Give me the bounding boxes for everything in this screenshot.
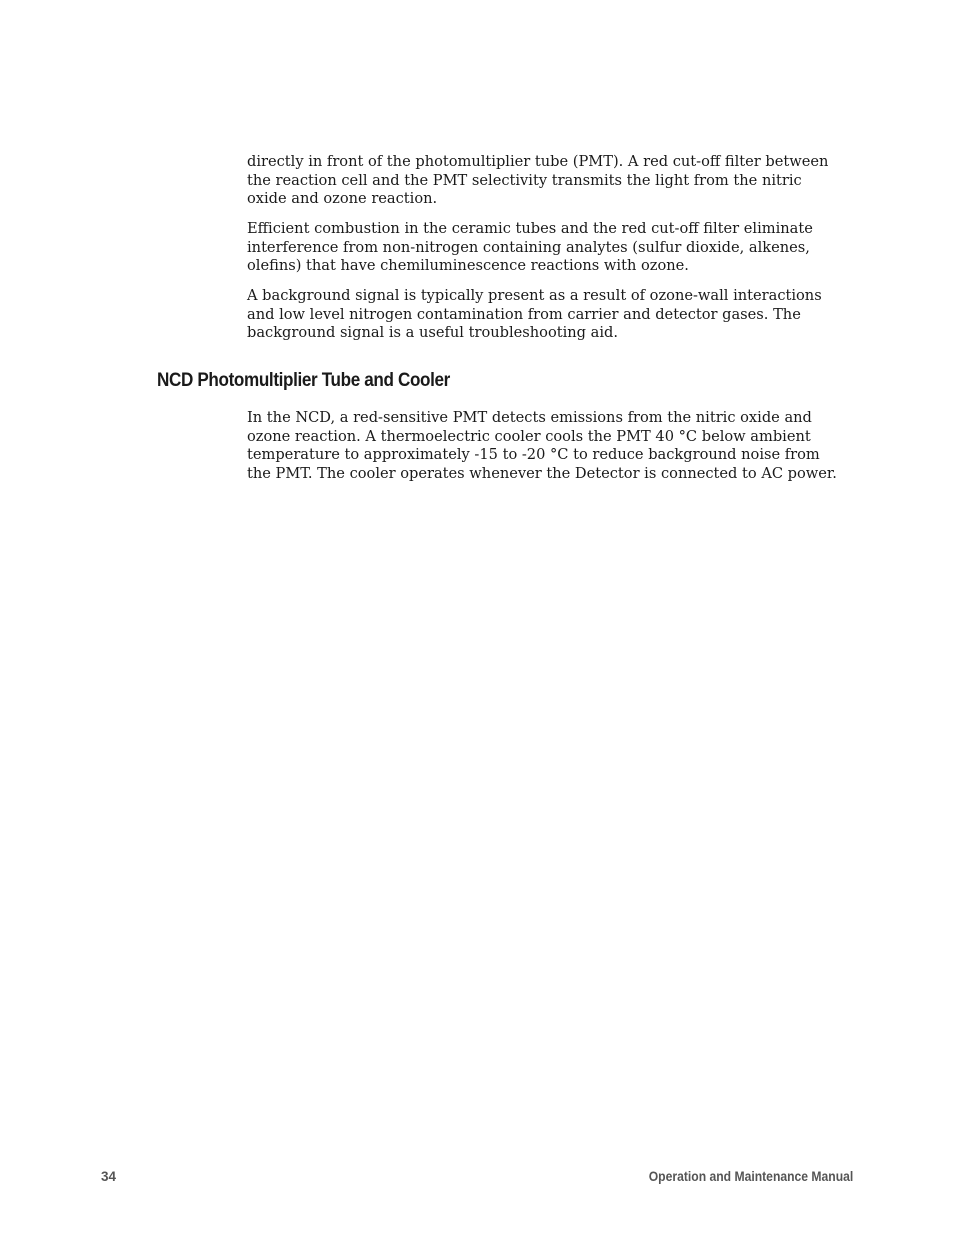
- text-line: olefins) that have chemiluminescence reactions with ozone.: [247, 257, 689, 275]
- text-line: and low level nitrogen contamination from carrier and detector gases. The: [247, 305, 801, 323]
- text-line: ozone reaction. A thermoelectric cooler cools the PMT 40 °C below ambient: [247, 427, 811, 445]
- paragraph-background-signal: [247, 287, 862, 343]
- text-line: temperature to approximately -15 to -20 °C to reduce background noise from: [247, 446, 820, 464]
- text-line: the reaction cell and the PMT selectivity transmits the light from the nitric: [247, 171, 802, 189]
- text-line: In the NCD, a red-sensitive PMT detects emissions from the nitric oxide and: [247, 409, 812, 426]
- text-line: interference from non-nitrogen containing analytes (sulfur dioxide, alkenes,: [247, 238, 810, 256]
- section-heading: NCD Photomultiplier Tube and Cooler: [157, 370, 450, 391]
- paragraph-pmt-cooler: [247, 409, 862, 483]
- text-line: directly in front of the photomultiplier tube (PMT). A red cut-off filter between: [247, 153, 829, 170]
- text-line: the PMT. The cooler operates whenever the Detector is connected to AC power.: [247, 464, 837, 482]
- page-number: 34: [101, 1169, 117, 1184]
- text-line: oxide and ozone reaction.: [247, 190, 438, 208]
- paragraph-combustion: [247, 220, 862, 276]
- text-line: background signal is a useful troubleshooting aid.: [247, 324, 619, 342]
- paragraph-pmt-filter: [247, 153, 862, 209]
- text-line: A background signal is typically present as a result of ozone-wall interactions: [247, 287, 822, 304]
- text-line: Efficient combustion in the ceramic tubes and the red cut-off filter eliminate: [247, 220, 813, 237]
- footer-manual-title: Operation and Maintenance Manual: [648, 1169, 853, 1184]
